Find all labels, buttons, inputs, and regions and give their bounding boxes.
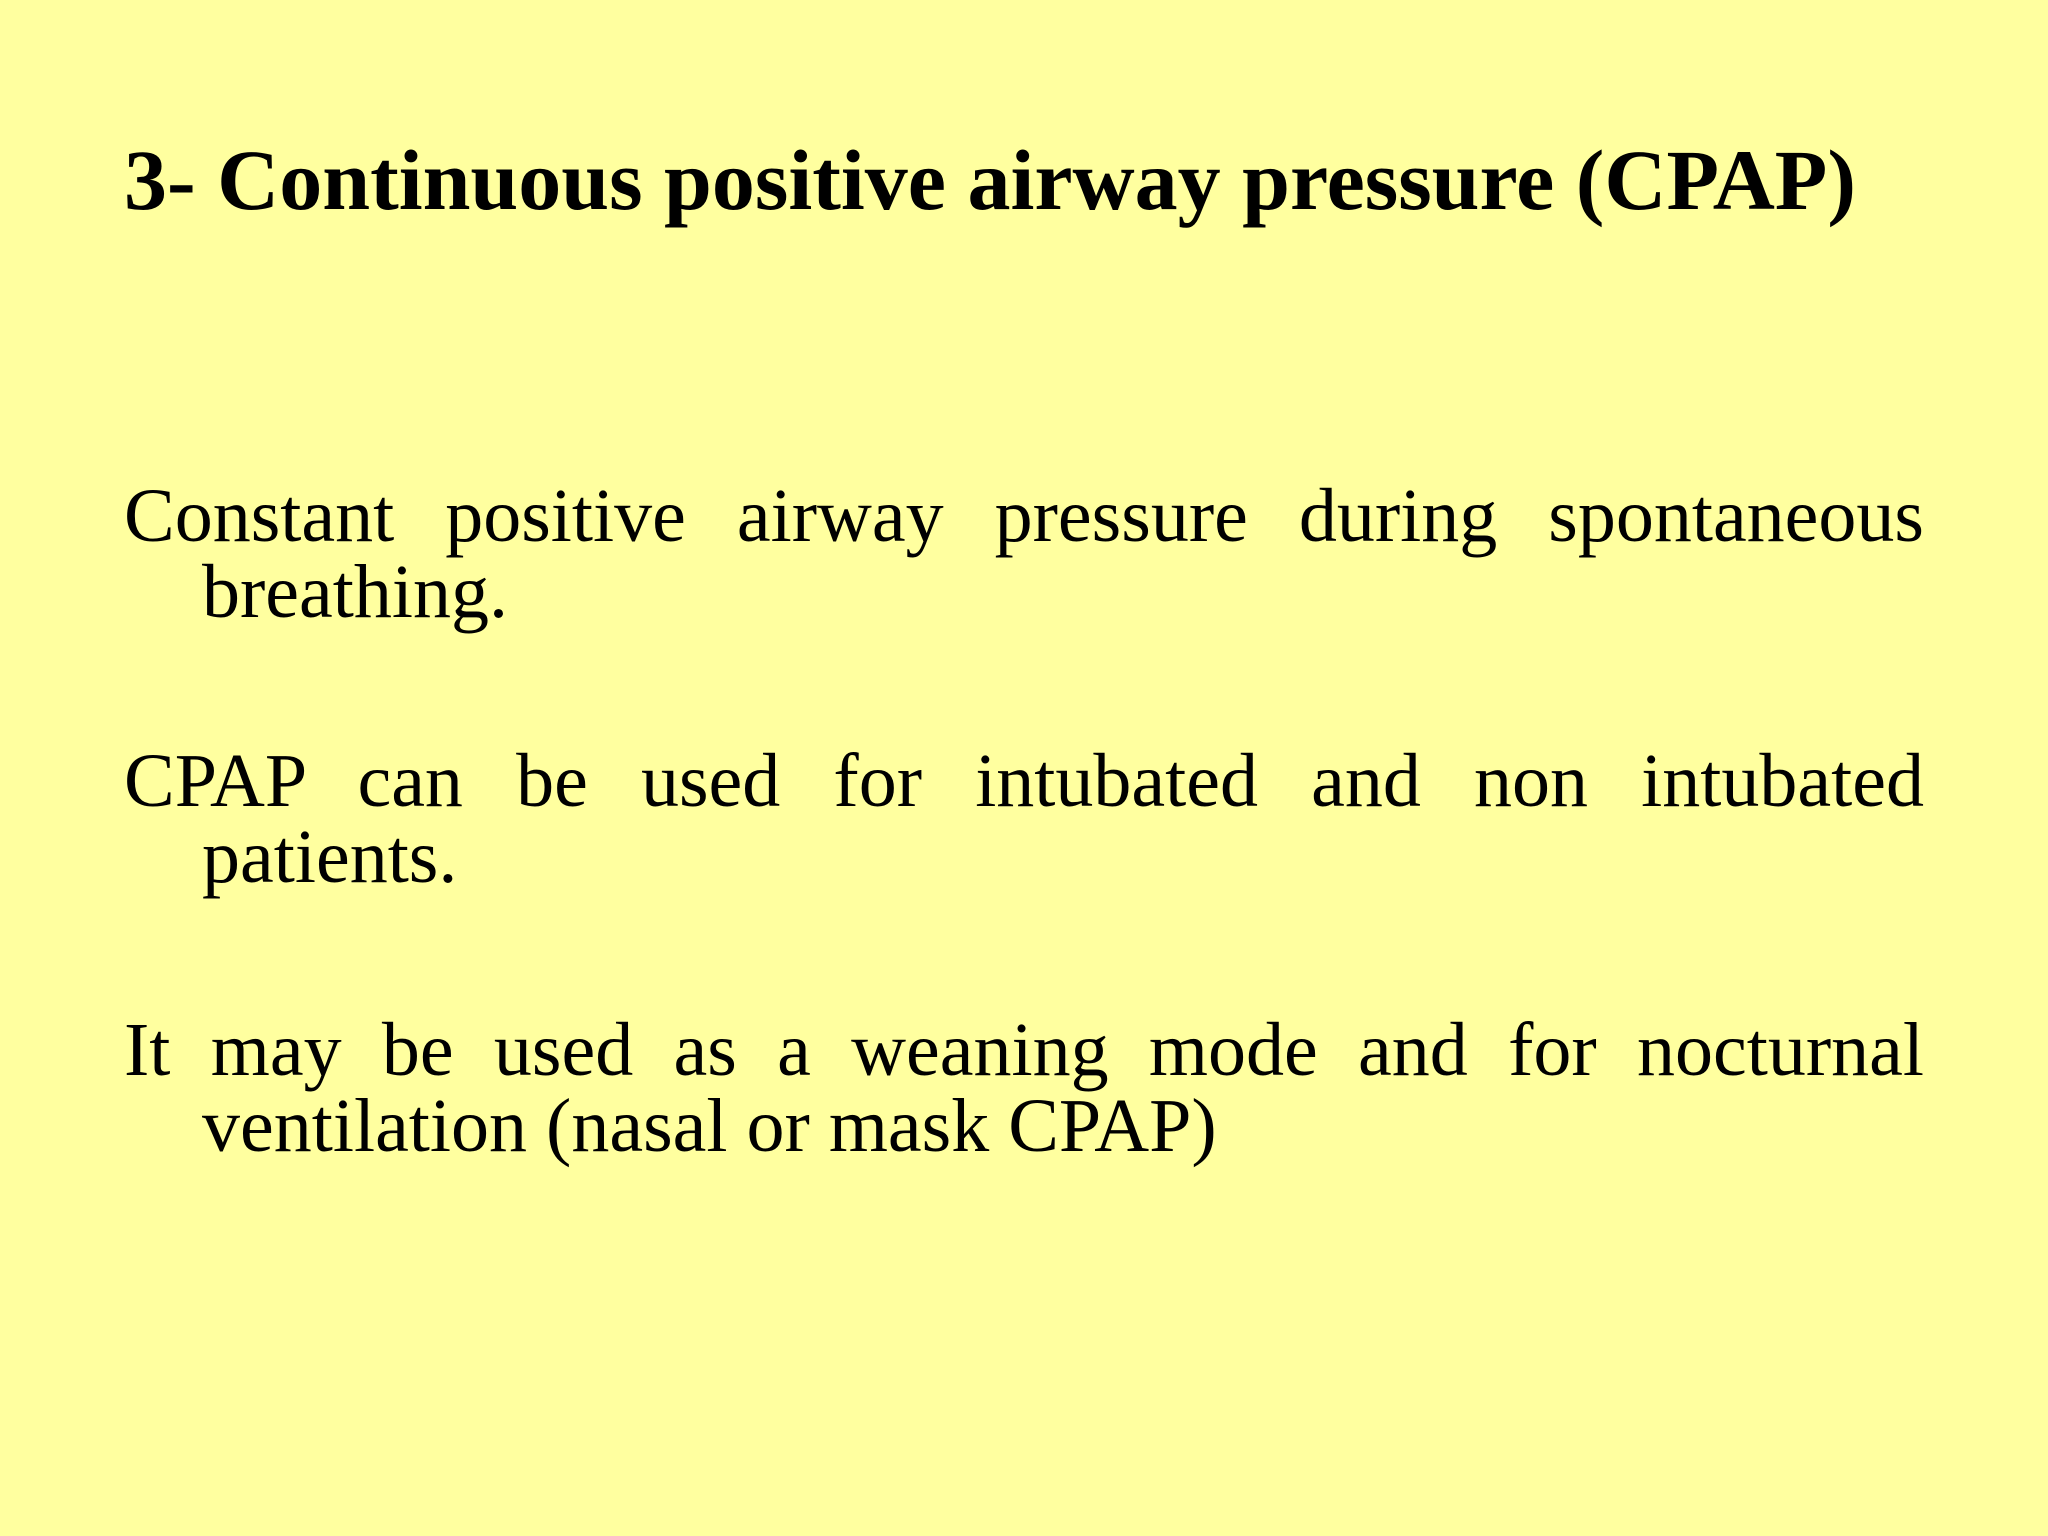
paragraph-cpap-usage: CPAP can be used for intubated and non intubated patients. (124, 739, 1924, 899)
slide-title: 3- Continuous positive airway pressure (CPAP) (124, 132, 1856, 228)
paragraph-constant-pressure: Constant positive airway pressure during spontaneous breathing. (124, 474, 1924, 634)
paragraph-weaning-mode: It may be used as a weaning mode and for nocturnal ventilation (nasal or mask CPAP) (124, 1008, 1924, 1168)
